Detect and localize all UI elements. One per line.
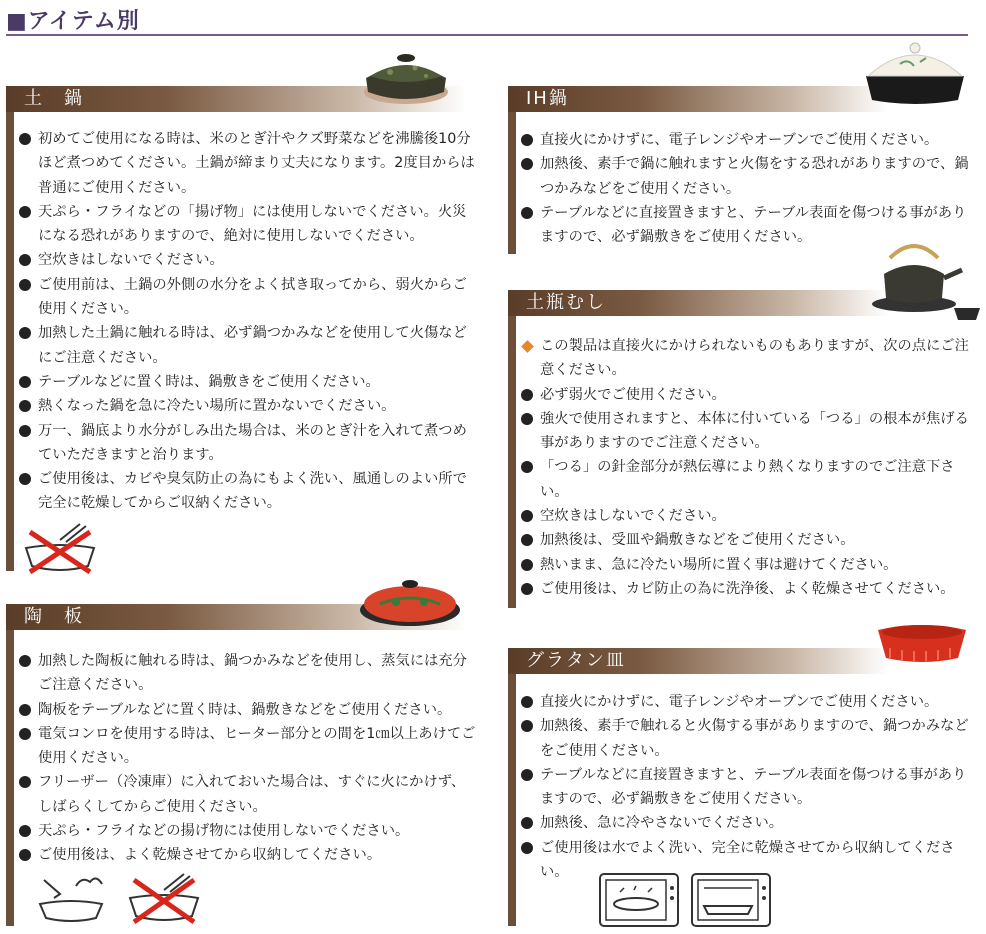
no-fry-icon bbox=[124, 868, 204, 926]
donabe-section-border bbox=[6, 86, 14, 571]
list-item: ご使用後は、よく乾燥させてから収納してください。 bbox=[18, 843, 478, 867]
list-item: ご使用後は、カビ防止の為に洗浄後、よく乾燥させてください。 bbox=[520, 577, 976, 601]
ih-list bbox=[520, 128, 976, 249]
list-item: 加熱後は、受皿や鍋敷きなどをご使用ください。 bbox=[520, 528, 976, 552]
list-item: ご使用後は、カビや臭気防止の為にもよく洗い、風通しのよい所で完全に乾燥してからご収納ください。 bbox=[18, 467, 478, 516]
list-item: 直接火にかけずに、電子レンジやオーブンでご使用ください。 bbox=[520, 690, 976, 714]
donabe-list bbox=[18, 127, 478, 516]
gratin-list bbox=[520, 690, 976, 884]
list-item: 天ぷら・フライなどの揚げ物には使用しないでください。 bbox=[18, 819, 478, 843]
list-item: 加熱した土鍋に触れる時は、必ず鍋つかみなどを使用して火傷などにご注意ください。 bbox=[18, 321, 478, 370]
list-item: 熱いまま、急に冷たい場所に置く事は避けてください。 bbox=[520, 553, 976, 577]
list-item: 加熱した陶板に触れる時は、鍋つかみなどを使用し、蒸気には充分ご注意ください。 bbox=[18, 649, 478, 698]
list-item: 直接火にかけずに、電子レンジやオーブンでご使用ください。 bbox=[520, 128, 976, 152]
dobin-heading: 土瓶むし bbox=[508, 290, 888, 316]
list-item: テーブルなどに直接置きますと、テーブル表面を傷つける事がありますので、必ず鍋敷きをご使用ください。 bbox=[520, 763, 976, 812]
list-item: 電気コンロを使用する時は、ヒーター部分との間を1㎝以上あけてご使用ください。 bbox=[18, 722, 478, 771]
ih-product-image bbox=[860, 40, 970, 106]
list-item: 空炊きはしないでください。 bbox=[520, 504, 976, 528]
touban-product-image bbox=[358, 574, 462, 630]
list-item: 初めてご使用になる時は、米のとぎ汁やクズ野菜などを沸騰後10分ほど煮つめてください。土鍋が締まり丈夫になります。2度目からは普通にご使用ください。 bbox=[18, 127, 478, 200]
list-item: 強火で使用されますと、本体に付いている「つる」の根本が焦げる事がありますのでご注意ください。 bbox=[520, 407, 976, 456]
title-divider bbox=[6, 34, 968, 36]
list-item: 加熱後、素手で触れると火傷する事がありますので、鍋つかみなどをご使用ください。 bbox=[520, 714, 976, 763]
dobin-list bbox=[520, 334, 976, 601]
list-item: フリーザー（冷凍庫）に入れておいた場合は、すぐに火にかけず、しばらくしてからご使用ください。 bbox=[18, 770, 478, 819]
dobin-section-border bbox=[508, 290, 516, 608]
gratin-product-image bbox=[874, 618, 970, 666]
donabe-heading: 土 鍋 bbox=[6, 86, 466, 112]
microwave-icon bbox=[598, 870, 680, 930]
list-item: ご使用前は、土鍋の外側の水分をよく拭き取ってから、弱火からご使用ください。 bbox=[18, 273, 478, 322]
no-fry-icon bbox=[20, 518, 100, 578]
list-item: 熱くなった鍋を急に冷たい場所に置かないでください。 bbox=[18, 394, 478, 418]
list-item-lead: この製品は直接火にかけられないものもありますが、次の点にご注意ください。 bbox=[520, 334, 976, 383]
list-item: テーブルなどに置く時は、鍋敷きをご使用ください。 bbox=[18, 370, 478, 394]
oven-icon bbox=[690, 870, 772, 930]
gratin-section-border bbox=[508, 648, 516, 926]
list-item: テーブルなどに直接置きますと、テーブル表面を傷つける事がありますので、必ず鍋敷きをご使用ください。 bbox=[520, 201, 976, 250]
gratin-heading: グラタン皿 bbox=[508, 648, 888, 674]
touban-list bbox=[18, 649, 478, 868]
list-item: 加熱後、素手で鍋に触れますと火傷をする恐れがありますので、鍋つかみなどをご使用ください。 bbox=[520, 152, 976, 201]
list-item: ご使用後は水でよく洗い、完全に乾燥させてから収納してください。 bbox=[520, 836, 976, 885]
page-title: ■アイテム別 bbox=[6, 9, 140, 34]
ih-heading: IH鍋 bbox=[508, 86, 888, 112]
touban-heading: 陶 板 bbox=[6, 604, 466, 630]
list-item: 空炊きはしないでください。 bbox=[18, 248, 478, 272]
list-item: 万一、鍋底より水分がしみ出た場合は、米のとぎ汁を入れて煮つめていただきますと治ります。 bbox=[18, 419, 478, 468]
donabe-product-image bbox=[360, 48, 452, 106]
touban-section-border bbox=[6, 604, 14, 926]
steam-hot-icon bbox=[36, 870, 106, 922]
list-item: 必ず弱火でご使用ください。 bbox=[520, 383, 976, 407]
list-item: 陶板をテーブルなどに置く時は、鍋敷きなどをご使用ください。 bbox=[18, 698, 478, 722]
list-item: 天ぷら・フライなどの「揚げ物」には使用しないでください。火災になる恐れがありますので、絶対に使用しないでください。 bbox=[18, 200, 478, 249]
list-item: 「つる」の針金部分が熱伝導により熱くなりますのでご注意下さい。 bbox=[520, 455, 976, 504]
list-item: 加熱後、急に冷やさないでください。 bbox=[520, 811, 976, 835]
dobin-product-image bbox=[870, 234, 982, 324]
